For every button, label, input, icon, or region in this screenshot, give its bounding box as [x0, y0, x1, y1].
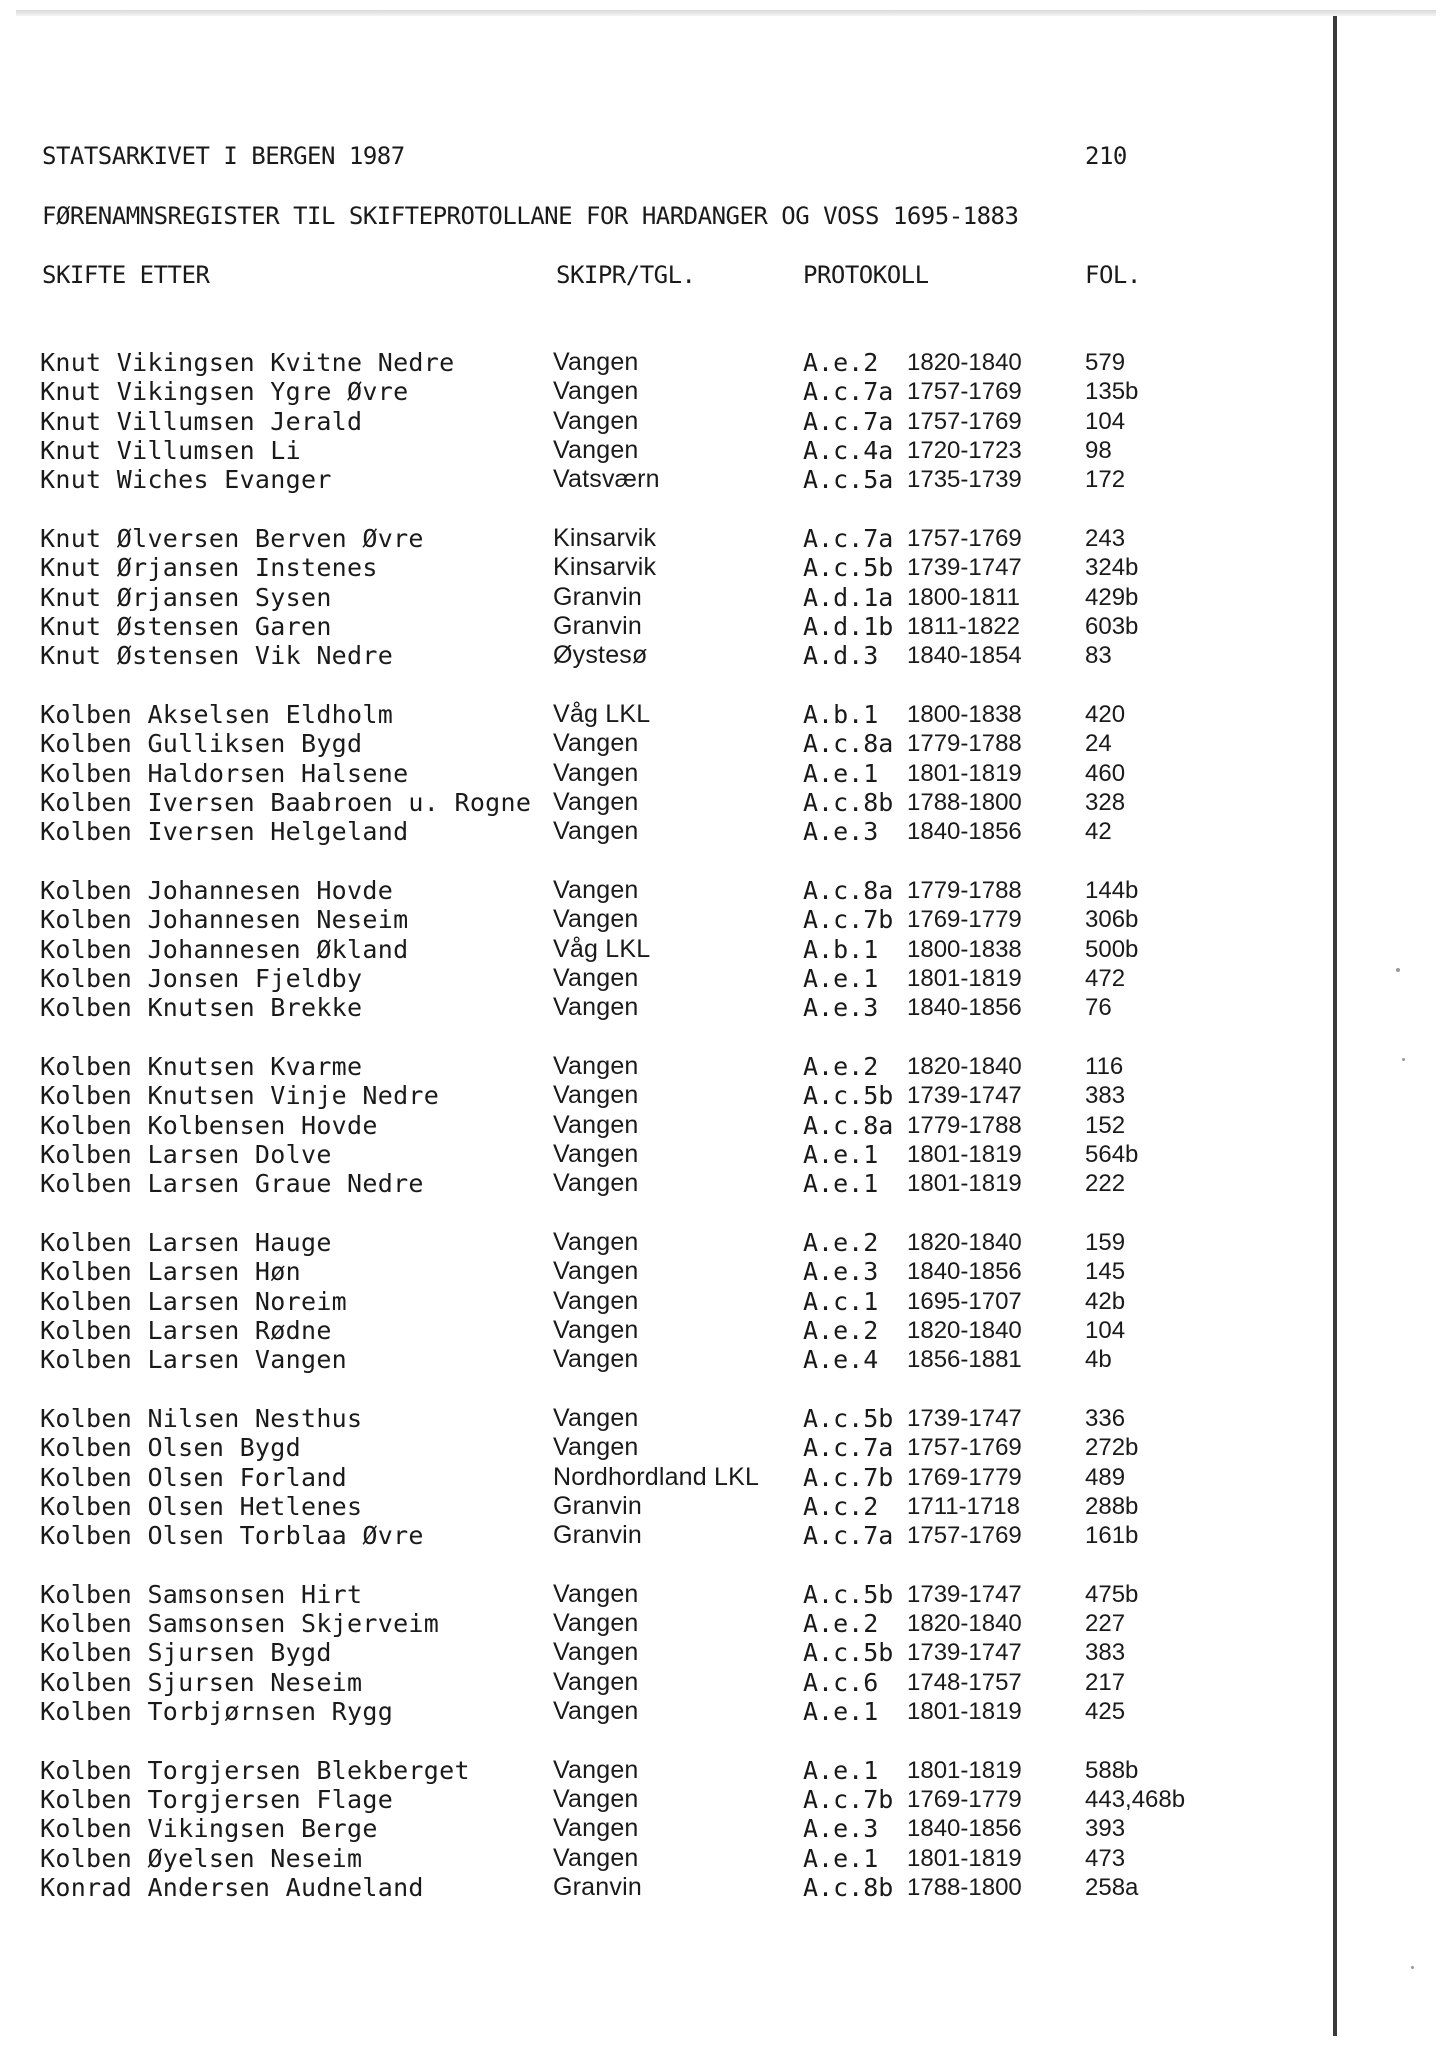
register-entry-row — [40, 1257, 1300, 1286]
archive-heading: STATSARKIVET I BERGEN 1987 — [42, 142, 405, 170]
entry-folio: 104 — [1085, 407, 1126, 435]
entry-protocol: A.e.1 — [803, 1139, 879, 1169]
entry-years: 1811-1822 — [907, 612, 1020, 640]
entry-place: Granvin — [553, 1521, 642, 1550]
entry-protocol: A.c.5b — [803, 1403, 894, 1433]
register-entry-row — [40, 1316, 1300, 1345]
entry-place: Vatsværn — [553, 465, 660, 494]
entry-place: Vangen — [553, 1403, 639, 1432]
entry-place: Vangen — [553, 377, 639, 406]
entry-protocol: A.e.1 — [803, 1697, 879, 1727]
entry-name: Kolben Olsen Bygd — [40, 1433, 301, 1463]
entry-folio: 588b — [1085, 1756, 1139, 1784]
entry-folio: 161b — [1085, 1522, 1139, 1550]
entry-protocol: A.e.4 — [803, 1345, 879, 1375]
entry-place: Vangen — [553, 963, 639, 992]
register-entry-row — [40, 1580, 1300, 1609]
entry-years: 1801-1819 — [907, 964, 1022, 992]
entry-folio: 42 — [1085, 818, 1112, 846]
register-entry-row — [40, 1463, 1300, 1492]
entry-group — [40, 1052, 1300, 1198]
entry-place: Vangen — [553, 1081, 639, 1110]
entry-name: Knut Vikingsen Kvitne Nedre — [40, 348, 455, 377]
entry-name: Kolben Kolbensen Hovde — [40, 1110, 378, 1140]
entry-folio: 104 — [1085, 1316, 1126, 1344]
entry-folio: 227 — [1085, 1610, 1126, 1638]
entry-years: 1779-1788 — [907, 1111, 1022, 1139]
entry-place: Vangen — [553, 1315, 639, 1344]
entry-name: Kolben Torgjersen Blekberget — [40, 1755, 470, 1785]
entry-years: 1720-1723 — [907, 436, 1022, 464]
entry-place: Vangen — [553, 1785, 639, 1814]
entry-name: Kolben Gulliksen Bygd — [40, 729, 363, 759]
entry-folio: 258a — [1085, 1874, 1139, 1902]
entry-name: Kolben Larsen Hauge — [40, 1227, 332, 1257]
entry-place: Vangen — [553, 406, 639, 435]
entry-name: Kolben Nilsen Nesthus — [40, 1403, 363, 1433]
entry-folio: 217 — [1085, 1668, 1126, 1696]
entry-protocol: A.e.2 — [803, 1315, 879, 1345]
entry-protocol: A.c.7a — [803, 1433, 894, 1463]
entry-folio: 135b — [1085, 378, 1139, 406]
entry-protocol: A.e.1 — [803, 1169, 879, 1199]
entry-years: 1820-1840 — [907, 1610, 1022, 1638]
entry-folio: 500b — [1085, 935, 1139, 963]
entry-folio: 579 — [1085, 349, 1126, 376]
register-entry-row — [40, 348, 1300, 377]
entry-protocol: A.c.7a — [803, 523, 894, 553]
register-entry-row — [40, 1785, 1300, 1814]
entry-years: 1769-1779 — [907, 906, 1022, 934]
entry-place: Vangen — [553, 1110, 639, 1139]
entry-name: Kolben Knutsen Brekke — [40, 993, 363, 1023]
entry-years: 1840-1856 — [907, 1815, 1022, 1843]
entry-place: Vangen — [553, 1286, 639, 1315]
register-entry-row — [40, 1697, 1300, 1726]
entry-name: Kolben Jonsen Fjeldby — [40, 963, 363, 993]
entry-name: Kolben Larsen Noreim — [40, 1286, 348, 1316]
register-entry-row — [40, 641, 1300, 670]
entry-years: 1769-1779 — [907, 1786, 1022, 1814]
entry-protocol: A.e.1 — [803, 963, 879, 993]
entry-folio: 393 — [1085, 1815, 1126, 1843]
entry-group — [40, 524, 1300, 670]
register-entry-row — [40, 1814, 1300, 1843]
entry-name: Knut Wiches Evanger — [40, 465, 332, 495]
register-entry-row — [40, 1081, 1300, 1110]
entry-name: Konrad Andersen Audneland — [40, 1873, 424, 1903]
entry-folio: 564b — [1085, 1140, 1139, 1168]
entry-protocol: A.b.1 — [803, 934, 879, 964]
scan-speck — [1411, 1966, 1414, 1969]
entry-folio: 272b — [1085, 1434, 1139, 1462]
entry-name: Kolben Samsonsen Hirt — [40, 1579, 363, 1609]
entry-protocol: A.c.6 — [803, 1667, 879, 1697]
entry-protocol: A.b.1 — [803, 699, 879, 729]
entry-protocol: A.c.8a — [803, 1110, 894, 1140]
entry-years: 1840-1854 — [907, 642, 1022, 670]
column-header-place: SKIPR/TGL. — [556, 261, 696, 289]
register-entry-row — [40, 935, 1300, 964]
entry-folio: 383 — [1085, 1639, 1126, 1667]
entry-place: Vangen — [553, 1638, 639, 1667]
register-entry-row — [40, 1609, 1300, 1638]
entry-protocol: A.e.3 — [803, 993, 879, 1023]
column-header-name: SKIFTE ETTER — [42, 261, 210, 289]
entry-folio: 473 — [1085, 1844, 1126, 1872]
entry-place: Granvin — [553, 1873, 642, 1902]
entry-protocol: A.c.5b — [803, 1081, 894, 1111]
entry-protocol: A.d.3 — [803, 641, 879, 671]
entry-place: Vangen — [553, 1609, 639, 1638]
entry-folio: 489 — [1085, 1463, 1126, 1491]
entry-place: Kinsarvik — [553, 553, 657, 582]
entry-place: Vangen — [553, 435, 639, 464]
entry-group — [40, 348, 1300, 494]
entry-years: 1800-1838 — [907, 700, 1022, 728]
entry-protocol: A.c.8a — [803, 875, 894, 905]
entry-place: Vangen — [553, 905, 639, 934]
entry-folio: 425 — [1085, 1698, 1126, 1726]
entry-years: 1840-1856 — [907, 818, 1022, 846]
entry-years: 1801-1819 — [907, 1140, 1022, 1168]
entry-folio: 76 — [1085, 994, 1112, 1022]
entry-years: 1800-1811 — [907, 583, 1020, 611]
register-entry-row — [40, 377, 1300, 406]
register-entry-row — [40, 1287, 1300, 1316]
entry-folio: 42b — [1085, 1287, 1126, 1315]
register-entry-row — [40, 993, 1300, 1022]
register-entry-row — [40, 436, 1300, 465]
entry-place: Vangen — [553, 993, 639, 1022]
entry-protocol: A.e.3 — [803, 1257, 879, 1287]
entry-name: Kolben Olsen Forland — [40, 1462, 348, 1492]
entry-years: 1820-1840 — [907, 1052, 1022, 1080]
register-entry-row — [40, 1756, 1300, 1785]
entry-protocol: A.c.7b — [803, 1462, 894, 1492]
entry-years: 1820-1840 — [907, 349, 1022, 376]
entry-name: Kolben Larsen Høn — [40, 1257, 301, 1287]
page-number: 210 — [1085, 142, 1127, 170]
entry-folio: 144b — [1085, 876, 1139, 904]
entry-name: Kolben Johannesen Hovde — [40, 875, 394, 905]
entry-name: Kolben Johannesen Neseim — [40, 905, 409, 935]
entry-place: Vangen — [553, 1257, 639, 1286]
entry-place: Vangen — [553, 1755, 639, 1784]
entry-name: Kolben Vikingsen Berge — [40, 1814, 378, 1844]
entry-years: 1739-1747 — [907, 554, 1022, 582]
entry-years: 1769-1779 — [907, 1463, 1022, 1491]
entry-place: Vangen — [553, 1227, 639, 1256]
register-entry-row — [40, 788, 1300, 817]
entry-folio: 328 — [1085, 788, 1126, 816]
register-entry-row — [40, 817, 1300, 846]
entry-folio: 472 — [1085, 964, 1126, 992]
entry-place: Vangen — [553, 817, 639, 846]
entry-folio: 98 — [1085, 436, 1112, 464]
register-entry-row — [40, 1345, 1300, 1374]
entry-name: Kolben Larsen Vangen — [40, 1345, 348, 1375]
entry-protocol: A.c.7a — [803, 406, 894, 436]
entry-protocol: A.c.8b — [803, 787, 894, 817]
entry-name: Kolben Larsen Graue Nedre — [40, 1169, 424, 1199]
entry-years: 1801-1819 — [907, 1756, 1022, 1784]
entry-name: Kolben Torgjersen Flage — [40, 1785, 394, 1815]
entry-years: 1757-1769 — [907, 407, 1022, 435]
entry-folio: 288b — [1085, 1492, 1139, 1520]
register-entry-row — [40, 1404, 1300, 1433]
entry-place: Vangen — [553, 787, 639, 816]
scan-speck — [1396, 968, 1400, 972]
register-entry-row — [40, 583, 1300, 612]
register-entry-row — [40, 759, 1300, 788]
entry-place: Våg LKL — [553, 934, 651, 963]
entry-years: 1757-1769 — [907, 524, 1022, 552]
register-entry-row — [40, 1844, 1300, 1873]
entry-name: Kolben Larsen Rødne — [40, 1315, 332, 1345]
register-entry-row — [40, 553, 1300, 582]
entry-group — [40, 1756, 1300, 1902]
entry-protocol: A.c.5a — [803, 465, 894, 495]
scan-speck — [1402, 1058, 1405, 1061]
entry-protocol: A.c.1 — [803, 1286, 879, 1316]
entry-protocol: A.e.2 — [803, 1227, 879, 1257]
register-entry-row — [40, 1052, 1300, 1081]
entry-years: 1788-1800 — [907, 1874, 1022, 1902]
register-entry-row — [40, 1638, 1300, 1667]
register-entry-row — [40, 524, 1300, 553]
entry-place: Kinsarvik — [553, 523, 657, 552]
entry-name: Kolben Samsonsen Skjerveim — [40, 1609, 440, 1639]
entry-folio: 429b — [1085, 583, 1139, 611]
entry-protocol: A.e.1 — [803, 1843, 879, 1873]
entry-name: Kolben Sjursen Bygd — [40, 1638, 332, 1668]
entry-name: Kolben Iversen Helgeland — [40, 817, 409, 847]
register-entry-row — [40, 1169, 1300, 1198]
entry-protocol: A.c.5b — [803, 1579, 894, 1609]
entry-years: 1840-1856 — [907, 994, 1022, 1022]
entry-name: Kolben Knutsen Vinje Nedre — [40, 1081, 440, 1111]
entry-name: Knut Ørjansen Sysen — [40, 582, 332, 612]
entry-place: Nordhordland LKL — [553, 1462, 760, 1491]
register-entry-row — [40, 1140, 1300, 1169]
entry-folio: 603b — [1085, 612, 1139, 640]
entry-folio: 24 — [1085, 730, 1112, 758]
entry-years: 1779-1788 — [907, 730, 1022, 758]
entry-folio: 383 — [1085, 1082, 1126, 1110]
entry-name: Kolben Johannesen Økland — [40, 934, 409, 964]
entry-place: Granvin — [553, 611, 642, 640]
entry-name: Knut Villumsen Li — [40, 435, 301, 465]
column-header-folio: FOL. — [1085, 261, 1141, 289]
register-entry-row — [40, 876, 1300, 905]
entry-place: Våg LKL — [553, 699, 651, 728]
register-entry-row — [40, 1668, 1300, 1697]
entry-place: Vangen — [553, 1814, 639, 1843]
entry-place: Vangen — [553, 348, 639, 376]
entry-protocol: A.c.5b — [803, 1638, 894, 1668]
entry-name: Knut Østensen Garen — [40, 611, 332, 641]
entry-name: Kolben Larsen Dolve — [40, 1139, 332, 1169]
entry-protocol: A.c.7b — [803, 905, 894, 935]
entry-folio: 222 — [1085, 1170, 1126, 1198]
entry-years: 1820-1840 — [907, 1228, 1022, 1256]
entry-name: Knut Ørjansen Instenes — [40, 553, 378, 583]
entry-years: 1856-1881 — [907, 1346, 1022, 1374]
entry-years: 1757-1769 — [907, 1522, 1022, 1550]
register-entry-row — [40, 1521, 1300, 1550]
entry-name: Kolben Olsen Hetlenes — [40, 1491, 363, 1521]
entry-protocol: A.c.5b — [803, 553, 894, 583]
entry-group — [40, 1580, 1300, 1726]
entry-years: 1788-1800 — [907, 788, 1022, 816]
entry-folio: 460 — [1085, 759, 1126, 787]
entry-protocol: A.c.4a — [803, 435, 894, 465]
entry-years: 1735-1739 — [907, 466, 1022, 494]
entry-place: Øystesø — [553, 641, 648, 670]
register-entry-row — [40, 1873, 1300, 1902]
entry-years: 1739-1747 — [907, 1639, 1022, 1667]
entry-protocol: A.e.2 — [803, 1609, 879, 1639]
register-entry-row — [40, 1228, 1300, 1257]
register-entry-row — [40, 465, 1300, 494]
entry-folio: 152 — [1085, 1111, 1126, 1139]
entry-years: 1757-1769 — [907, 378, 1022, 406]
entry-years: 1711-1718 — [907, 1492, 1020, 1520]
entry-years: 1748-1757 — [907, 1668, 1022, 1696]
entry-folio: 420 — [1085, 700, 1126, 728]
entry-folio: 324b — [1085, 554, 1139, 582]
entry-years: 1801-1819 — [907, 1844, 1022, 1872]
register-entry-row — [40, 1111, 1300, 1140]
entry-folio: 116 — [1085, 1052, 1124, 1080]
register-entries — [40, 348, 1300, 1932]
entry-folio: 443,468b — [1085, 1786, 1186, 1814]
entry-protocol: A.c.8b — [803, 1873, 894, 1903]
entry-years: 1801-1819 — [907, 1170, 1022, 1198]
entry-protocol: A.e.2 — [803, 348, 879, 377]
register-entry-row — [40, 612, 1300, 641]
entry-folio: 172 — [1085, 466, 1126, 494]
entry-group — [40, 1228, 1300, 1374]
entry-place: Vangen — [553, 1169, 639, 1198]
entry-folio: 159 — [1085, 1228, 1126, 1256]
page-top-edge — [16, 10, 1436, 16]
register-entry-row — [40, 1492, 1300, 1521]
entry-years: 1739-1747 — [907, 1082, 1022, 1110]
entry-name: Knut Østensen Vik Nedre — [40, 641, 394, 671]
entry-years: 1757-1769 — [907, 1434, 1022, 1462]
entry-place: Vangen — [553, 729, 639, 758]
entry-name: Knut Ølversen Berven Øvre — [40, 523, 424, 553]
entry-place: Vangen — [553, 758, 639, 787]
entry-folio: 145 — [1085, 1258, 1126, 1286]
column-header-protocol: PROTOKOLL — [803, 261, 929, 289]
entry-protocol: A.d.1a — [803, 582, 894, 612]
register-entry-row — [40, 700, 1300, 729]
register-entry-row — [40, 905, 1300, 934]
entry-folio: 306b — [1085, 906, 1139, 934]
register-title: FØRENAMNSREGISTER TIL SKIFTEPROTOLLANE FOR HARDANGER OG VOSS 1695-1883 — [42, 202, 1019, 230]
entry-place: Vangen — [553, 1139, 639, 1168]
entry-protocol: A.e.1 — [803, 758, 879, 788]
entry-place: Vangen — [553, 1433, 639, 1462]
entry-place: Vangen — [553, 1843, 639, 1872]
entry-years: 1695-1707 — [907, 1287, 1022, 1315]
entry-protocol: A.e.3 — [803, 1814, 879, 1844]
entry-protocol: A.d.1b — [803, 611, 894, 641]
entry-protocol: A.c.7a — [803, 1521, 894, 1551]
entry-place: Vangen — [553, 875, 639, 904]
register-entry-row — [40, 1433, 1300, 1462]
entry-name: Knut Vikingsen Ygre Øvre — [40, 377, 409, 407]
entry-group — [40, 876, 1300, 1022]
entry-years: 1801-1819 — [907, 759, 1022, 787]
entry-folio: 4b — [1085, 1346, 1112, 1374]
entry-years: 1800-1838 — [907, 935, 1022, 963]
entry-place: Vangen — [553, 1667, 639, 1696]
entry-years: 1739-1747 — [907, 1580, 1022, 1608]
entry-name: Kolben Akselsen Eldholm — [40, 699, 394, 729]
page-right-edge — [1333, 16, 1337, 2036]
entry-name: Kolben Knutsen Kvarme — [40, 1051, 363, 1081]
entry-name: Knut Villumsen Jerald — [40, 406, 363, 436]
entry-place: Vangen — [553, 1697, 639, 1726]
entry-folio: 336 — [1085, 1404, 1126, 1432]
entry-name: Kolben Olsen Torblaa Øvre — [40, 1521, 424, 1551]
entry-years: 1801-1819 — [907, 1698, 1022, 1726]
entry-years: 1820-1840 — [907, 1316, 1022, 1344]
entry-place: Vangen — [553, 1345, 639, 1374]
entry-place: Vangen — [553, 1579, 639, 1608]
entry-name: Kolben Sjursen Neseim — [40, 1667, 363, 1697]
entry-place: Vangen — [553, 1051, 639, 1080]
entry-years: 1840-1856 — [907, 1258, 1022, 1286]
entry-protocol: A.e.1 — [803, 1755, 879, 1785]
entry-protocol: A.c.7a — [803, 377, 894, 407]
entry-protocol: A.c.8a — [803, 729, 894, 759]
entry-name: Kolben Torbjørnsen Rygg — [40, 1697, 394, 1727]
entry-folio: 83 — [1085, 642, 1112, 670]
entry-protocol: A.e.3 — [803, 817, 879, 847]
entry-protocol: A.c.2 — [803, 1491, 879, 1521]
entry-protocol: A.c.7b — [803, 1785, 894, 1815]
entry-name: Kolben Iversen Baabroen u. Rogne — [40, 787, 532, 817]
entry-years: 1779-1788 — [907, 876, 1022, 904]
entry-protocol: A.e.2 — [803, 1051, 879, 1081]
entry-folio: 243 — [1085, 524, 1126, 552]
entry-name: Kolben Øyelsen Neseim — [40, 1843, 363, 1873]
entry-group — [40, 1404, 1300, 1550]
entry-name: Kolben Haldorsen Halsene — [40, 758, 409, 788]
entry-group — [40, 700, 1300, 846]
register-entry-row — [40, 729, 1300, 758]
entry-years: 1739-1747 — [907, 1404, 1022, 1432]
entry-place: Granvin — [553, 582, 642, 611]
entry-place: Granvin — [553, 1491, 642, 1520]
entry-folio: 475b — [1085, 1580, 1139, 1608]
register-entry-row — [40, 964, 1300, 993]
register-entry-row — [40, 407, 1300, 436]
